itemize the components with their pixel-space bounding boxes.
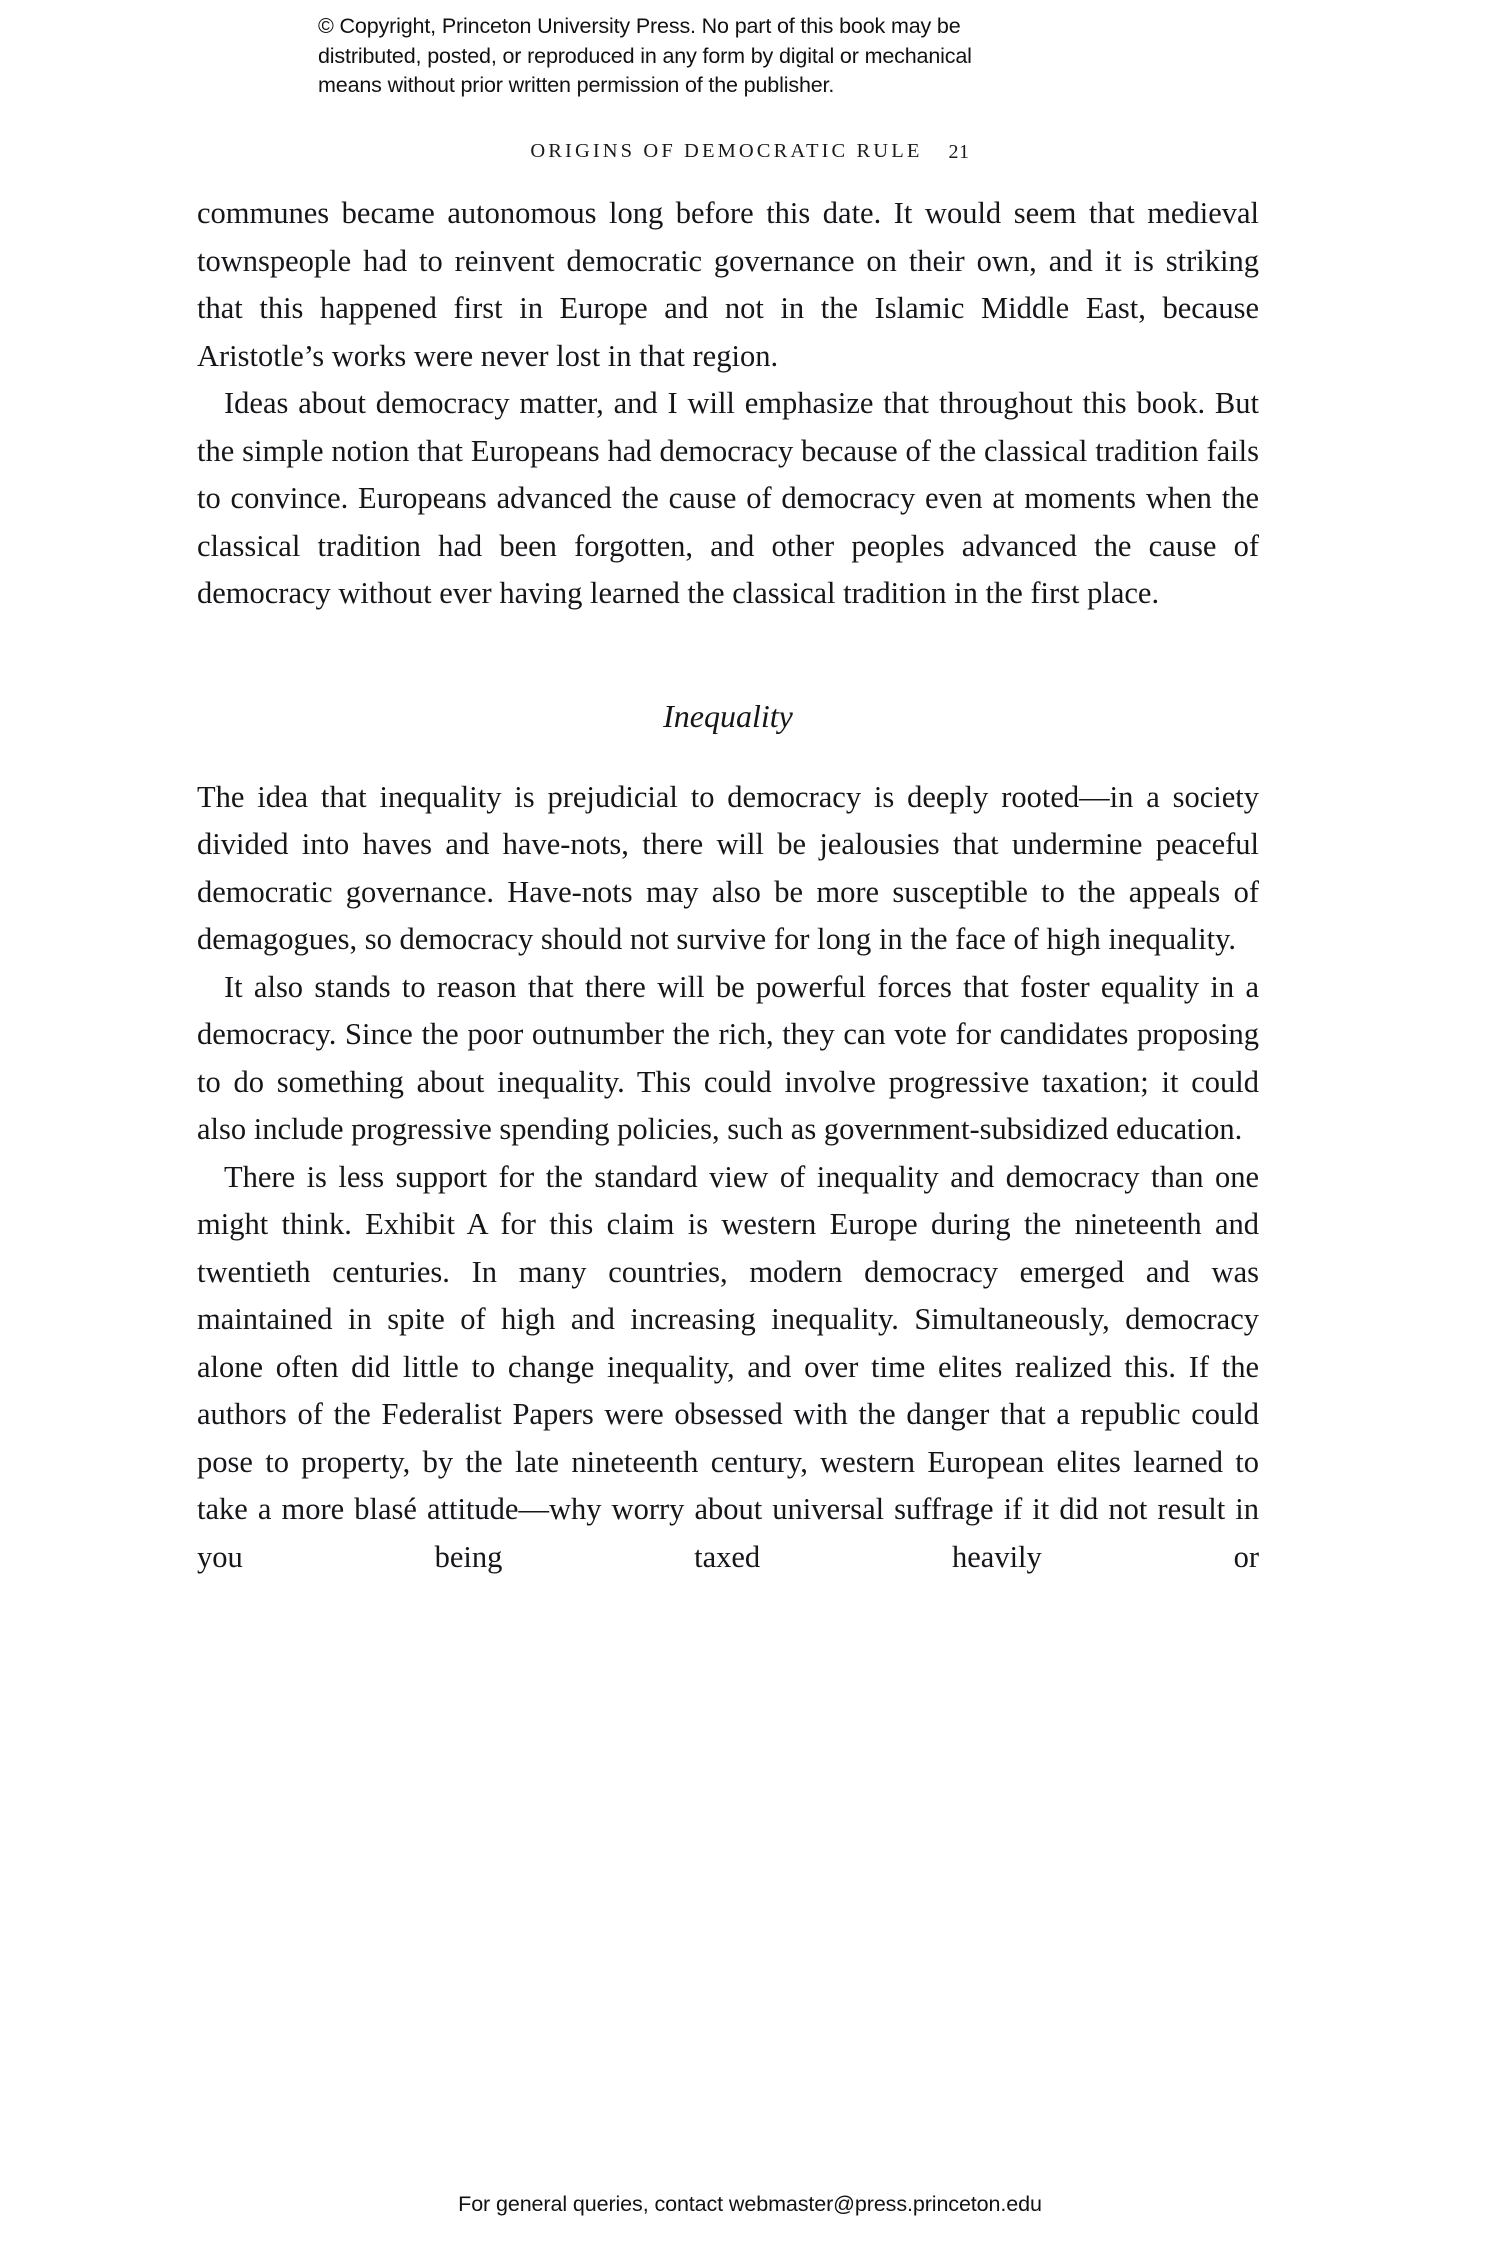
- paragraph-continuation: communes became autonomous long before this date. It would seem that medieval townspeople had to reinvent democratic governance on their own, and it is striking that this happened first in Europe and not in the Islamic Middle East, because Aristotle’s works were never lost in that region.: [197, 196, 1259, 373]
- copyright-line-1: © Copyright, Princeton University Press. No part of this book may be: [318, 14, 961, 38]
- running-head: [0, 140, 1500, 163]
- footer-contact-note: For general queries, contact webmaster@press.princeton.edu: [458, 2192, 1042, 2216]
- section-heading-inequality: Inequality: [663, 697, 793, 734]
- page-number: 21: [948, 141, 970, 163]
- paragraph-ideas-about-democracy: Ideas about democracy matter, and I will emphasize that throughout this book. But the simple notion that Europeans had democracy because of the classical tradition fails to convince. Europeans advanced the cause of democracy even at moments when the classical tradition had been forgotten, and other peoples advanced the cause of democracy without ever having learned the classical tradition in the first place.: [197, 386, 1259, 610]
- paragraph-inequality-prejudicial: The idea that inequality is prejudicial to democracy is deeply rooted—in a society divided into haves and have-nots, there will be jealousies that undermine peaceful democratic governance. Have-nots may also be more susceptible to the appeals of demagogues, so democracy should not survive for long in the face of high inequality.: [197, 779, 1259, 956]
- running-head-title: ORIGINS OF DEMOCRATIC RULE: [530, 140, 923, 162]
- paragraph-less-support: There is less support for the standard view of inequality and democracy than one might think. Exhibit A for this claim is western Europe during the nineteenth and twentieth centuries. In many countries, modern democracy emerged and was maintained in spite of high and increasing inequality. Simultaneously, democracy alone often did little to change inequality, and over time elites realized this. If the authors of the Federalist Papers were obsessed with the danger that a republic could pose to property, by the late nineteenth century, western European elites learned to take a more blasé attitude—why worry about universal suffrage if it did not result in you being taxed heavily or: [197, 1159, 1259, 1574]
- heading-space-below: [197, 736, 1259, 774]
- heading-space-above: [197, 618, 1259, 696]
- copyright-notice: [318, 12, 1188, 101]
- paragraph-powerful-forces: It also stands to reason that there will be powerful forces that foster equality in a democracy. Since the poor outnumber the rich, they can vote for candidates proposing to do something about inequality. This could involve progressive taxation; it could also include progressive spending policies, such as government-subsidized education.: [197, 969, 1259, 1146]
- copyright-line-3: means without prior written permission of the publisher.: [318, 73, 835, 97]
- copyright-line-2: distributed, posted, or reproduced in any form by digital or mechanical: [318, 43, 972, 68]
- body-text-column: [197, 190, 1259, 1581]
